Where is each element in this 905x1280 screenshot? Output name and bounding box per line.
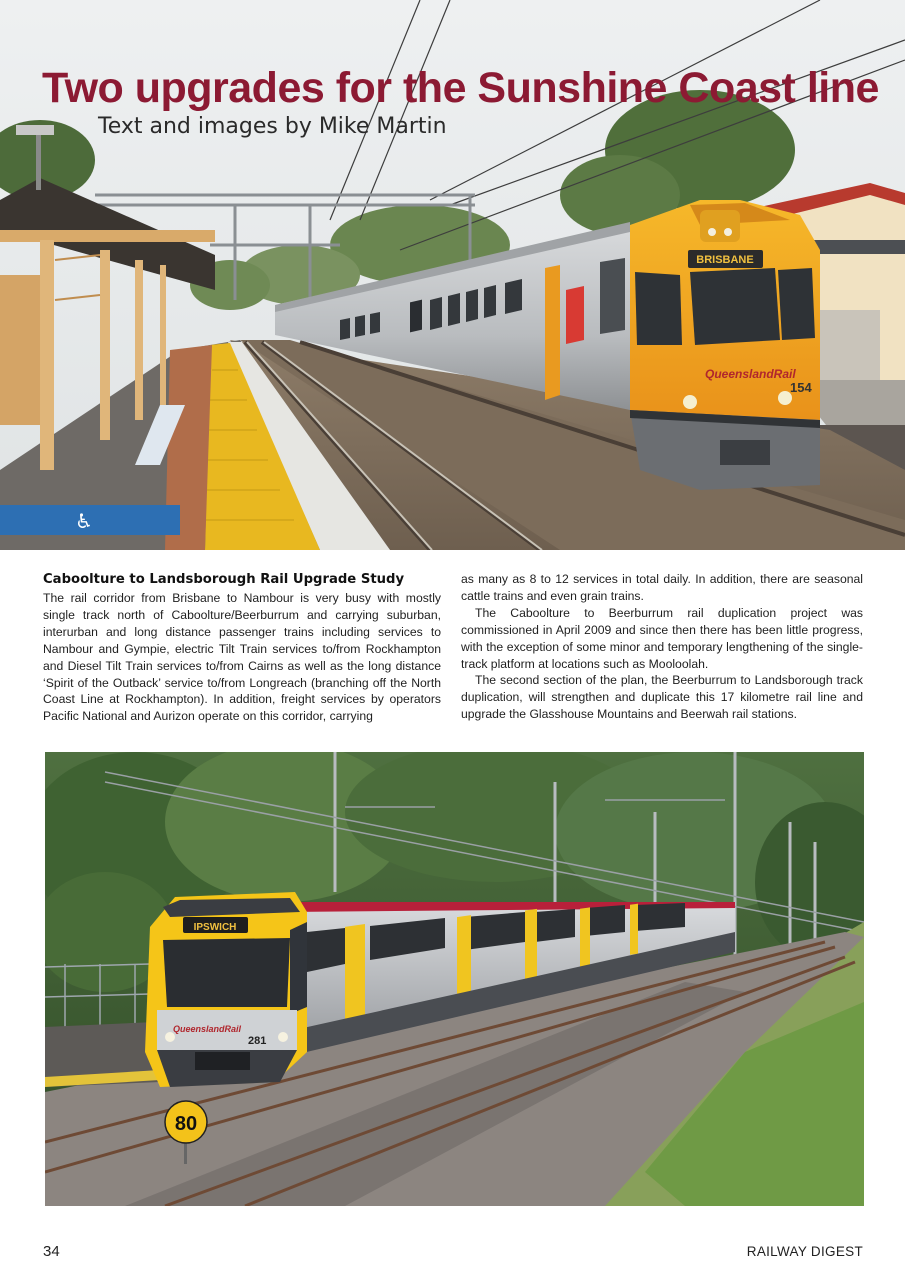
article-column-right <box>461 571 863 725</box>
article-body <box>43 571 863 725</box>
destination-sign-bottom: IPSWICH <box>193 922 237 933</box>
car-number-bottom: 281 <box>248 1035 267 1047</box>
article-paragraph: as many as 8 to 12 services in total daily. In addition, there are seasonal cattle trains and even grain trains. <box>461 572 863 603</box>
svg-text:♿: ♿ <box>75 509 93 533</box>
page-number: 34 <box>43 1243 60 1260</box>
section-heading: Caboolture to Landsborough Rail Upgrade Study <box>43 572 405 587</box>
magazine-name: RAILWAY DIGEST <box>746 1244 863 1259</box>
article-title: Two upgrades for the Sunshine Coast line <box>42 64 879 112</box>
ngr-train-illustration <box>45 752 864 1206</box>
bottom-photo <box>45 752 864 1206</box>
destination-sign-top: BRISBANE <box>696 254 754 266</box>
article-paragraph: The rail corridor from Brisbane to Nambour is very busy with mostly single track north of Caboolture/Beerburrum and carrying suburban, interurban and long distance passenger trains including services to Nambour and Gympie, electric Tilt Train services to/from Rockhampton and Diesel Tilt Train services to/from Cairns as well as the long distance ‘Spirit of the Outback’ service to/from Longreach (branching off the North Coast Line at Rockhampton). In addition, freight services by operators Pacific National and Aurizon operate on this corridor, carrying <box>43 591 441 724</box>
article-paragraph: The second section of the plan, the Beerburrum to Landsborough track duplication, will strengthen and duplicate this 17 kilometre rail line and upgrade the Glasshouse Mountains and Beerwah rail stations. <box>461 673 863 722</box>
speed-sign: 80 <box>174 1113 198 1135</box>
article-byline: Text and images by Mike Martin <box>98 114 447 139</box>
operator-logo-top: QueenslandRail <box>705 367 796 381</box>
article-column-left <box>43 571 441 725</box>
operator-logo-bottom: QueenslandRail <box>173 1024 242 1034</box>
article-paragraph: The Caboolture to Beerburrum rail duplication project was commissioned in April 2009 and since then there has been little progress, with the exception of some minor and temporary lengthening of the single-track platform at locations such as Mooloolah. <box>461 605 863 671</box>
car-number-top: 154 <box>790 380 812 395</box>
